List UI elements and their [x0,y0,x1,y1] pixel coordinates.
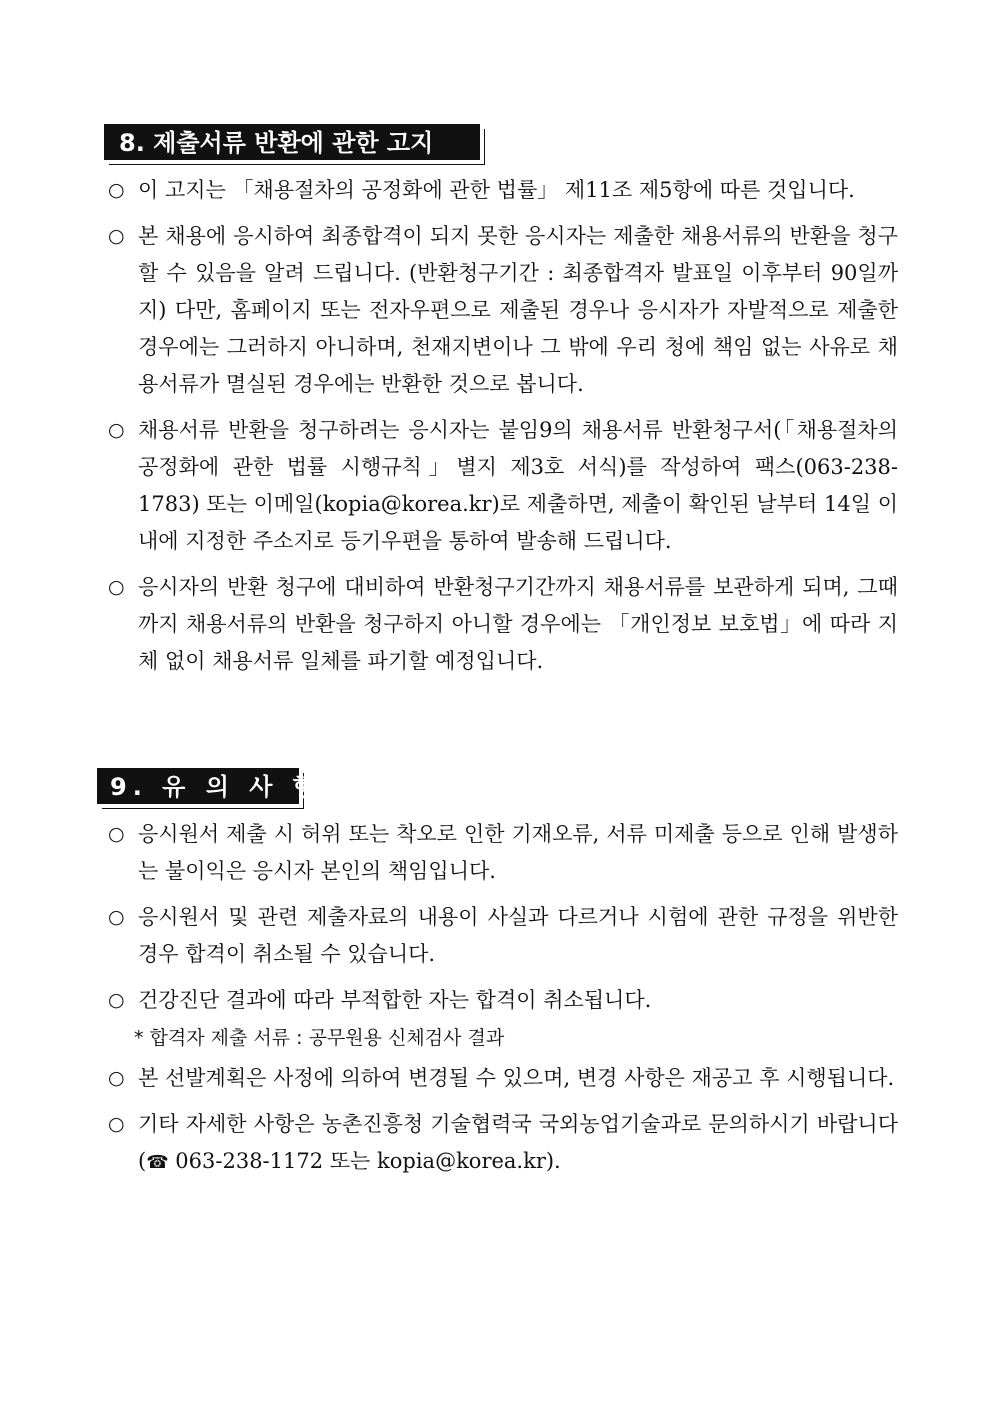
list-item [108,982,898,1019]
list-item-text: 본 선발계획은 사정에 의하여 변경될 수 있으며, 변경 사항은 재공고 후 시행됩니다. [138,1066,895,1090]
bullet-circle-icon: ○ [108,179,125,201]
list-item [108,899,898,973]
bullet-circle-icon: ○ [108,1067,125,1089]
bullet-circle-icon: ○ [108,225,125,247]
list-item [108,569,898,680]
section-8-list [108,172,898,689]
note-text: * 합격자 제출 서류 : 공무원용 신체검사 결과 [134,1027,505,1049]
section-8-title: 8. 제출서류 반환에 관한 고지 [104,124,480,160]
bullet-circle-icon: ○ [108,419,125,441]
list-item-text: 이 고지는 「채용절차의 공정화에 관한 법률」 제11조 제5항에 따른 것입니다. [138,178,855,202]
list-item [108,172,898,209]
list-item [108,412,898,560]
list-item-text: 채용서류 반환을 청구하려는 응시자는 붙임9의 채용서류 반환청구서(「채용절차의 공정화에 관한 법률 시행규칙」별지 제3호 서식)를 작성하여 팩스(063-238-1783) 또는 이메일(kopia@korea.kr)로 제출하면, 제출이 확인된 날부터 14일 이내에 지정한 주소지로 등기우편을 통하여 발송해 드립니다. [138,418,898,553]
list-item-text: 응시원서 제출 시 허위 또는 착오로 인한 기재오류, 서류 미제출 등으로 인해 발생하는 불이익은 응시자 본인의 책임입니다. [138,822,898,883]
section-9-list [108,816,898,1190]
list-item-text: 응시자의 반환 청구에 대비하여 반환청구기간까지 채용서류를 보관하게 되며, 그때까지 채용서류의 반환을 청구하지 아니할 경우에는 「개인정보 보호법」에 따라 지체 없이 채용서류 일체를 파기할 예정입니다. [138,575,898,673]
contact-suffix: 063-238-1172 또는 kopia@korea.kr). [168,1149,561,1173]
list-item-text: 본 채용에 응시하여 최종합격이 되지 못한 응시자는 제출한 채용서류의 반환을 청구할 수 있음을 알려 드립니다. (반환청구기간 : 최종합격자 발표일 이후부터 90일까지) 다만, 홈페이지 또는 전자우편으로 제출된 경우나 응시자가 자발적으로 제출한 경우에는 그러하지 아니하며, 천재지변이나 그 밖에 우리 청에 책임 없는 사유로 채용서류가 멸실된 경우에는 반환한 것으로 봅니다. [138,224,898,396]
section-9-title: 9. 유 의 사 항 [97,768,299,804]
bullet-circle-icon: ○ [108,989,125,1011]
list-item [108,218,898,403]
contact-prefix: 기타 자세한 사항은 농촌진흥청 기술협력국 국외농업기술과로 문의하시기 바랍니다( [138,1112,898,1173]
list-item-text: 건강진단 결과에 따라 부적합한 자는 합격이 취소됩니다. [138,988,652,1012]
list-item [108,1060,898,1097]
phone-icon: ☎ [146,1152,169,1173]
bullet-circle-icon: ○ [108,1113,125,1135]
list-item [108,1106,898,1181]
contact-text [138,1106,898,1181]
bullet-circle-icon: ○ [108,576,125,598]
bullet-circle-icon: ○ [108,823,125,845]
list-item-text: 응시원서 및 관련 제출자료의 내용이 사실과 다르거나 시험에 관한 규정을 위반한 경우 합격이 취소될 수 있습니다. [138,905,898,966]
bullet-circle-icon: ○ [108,906,125,928]
list-item [108,816,898,890]
